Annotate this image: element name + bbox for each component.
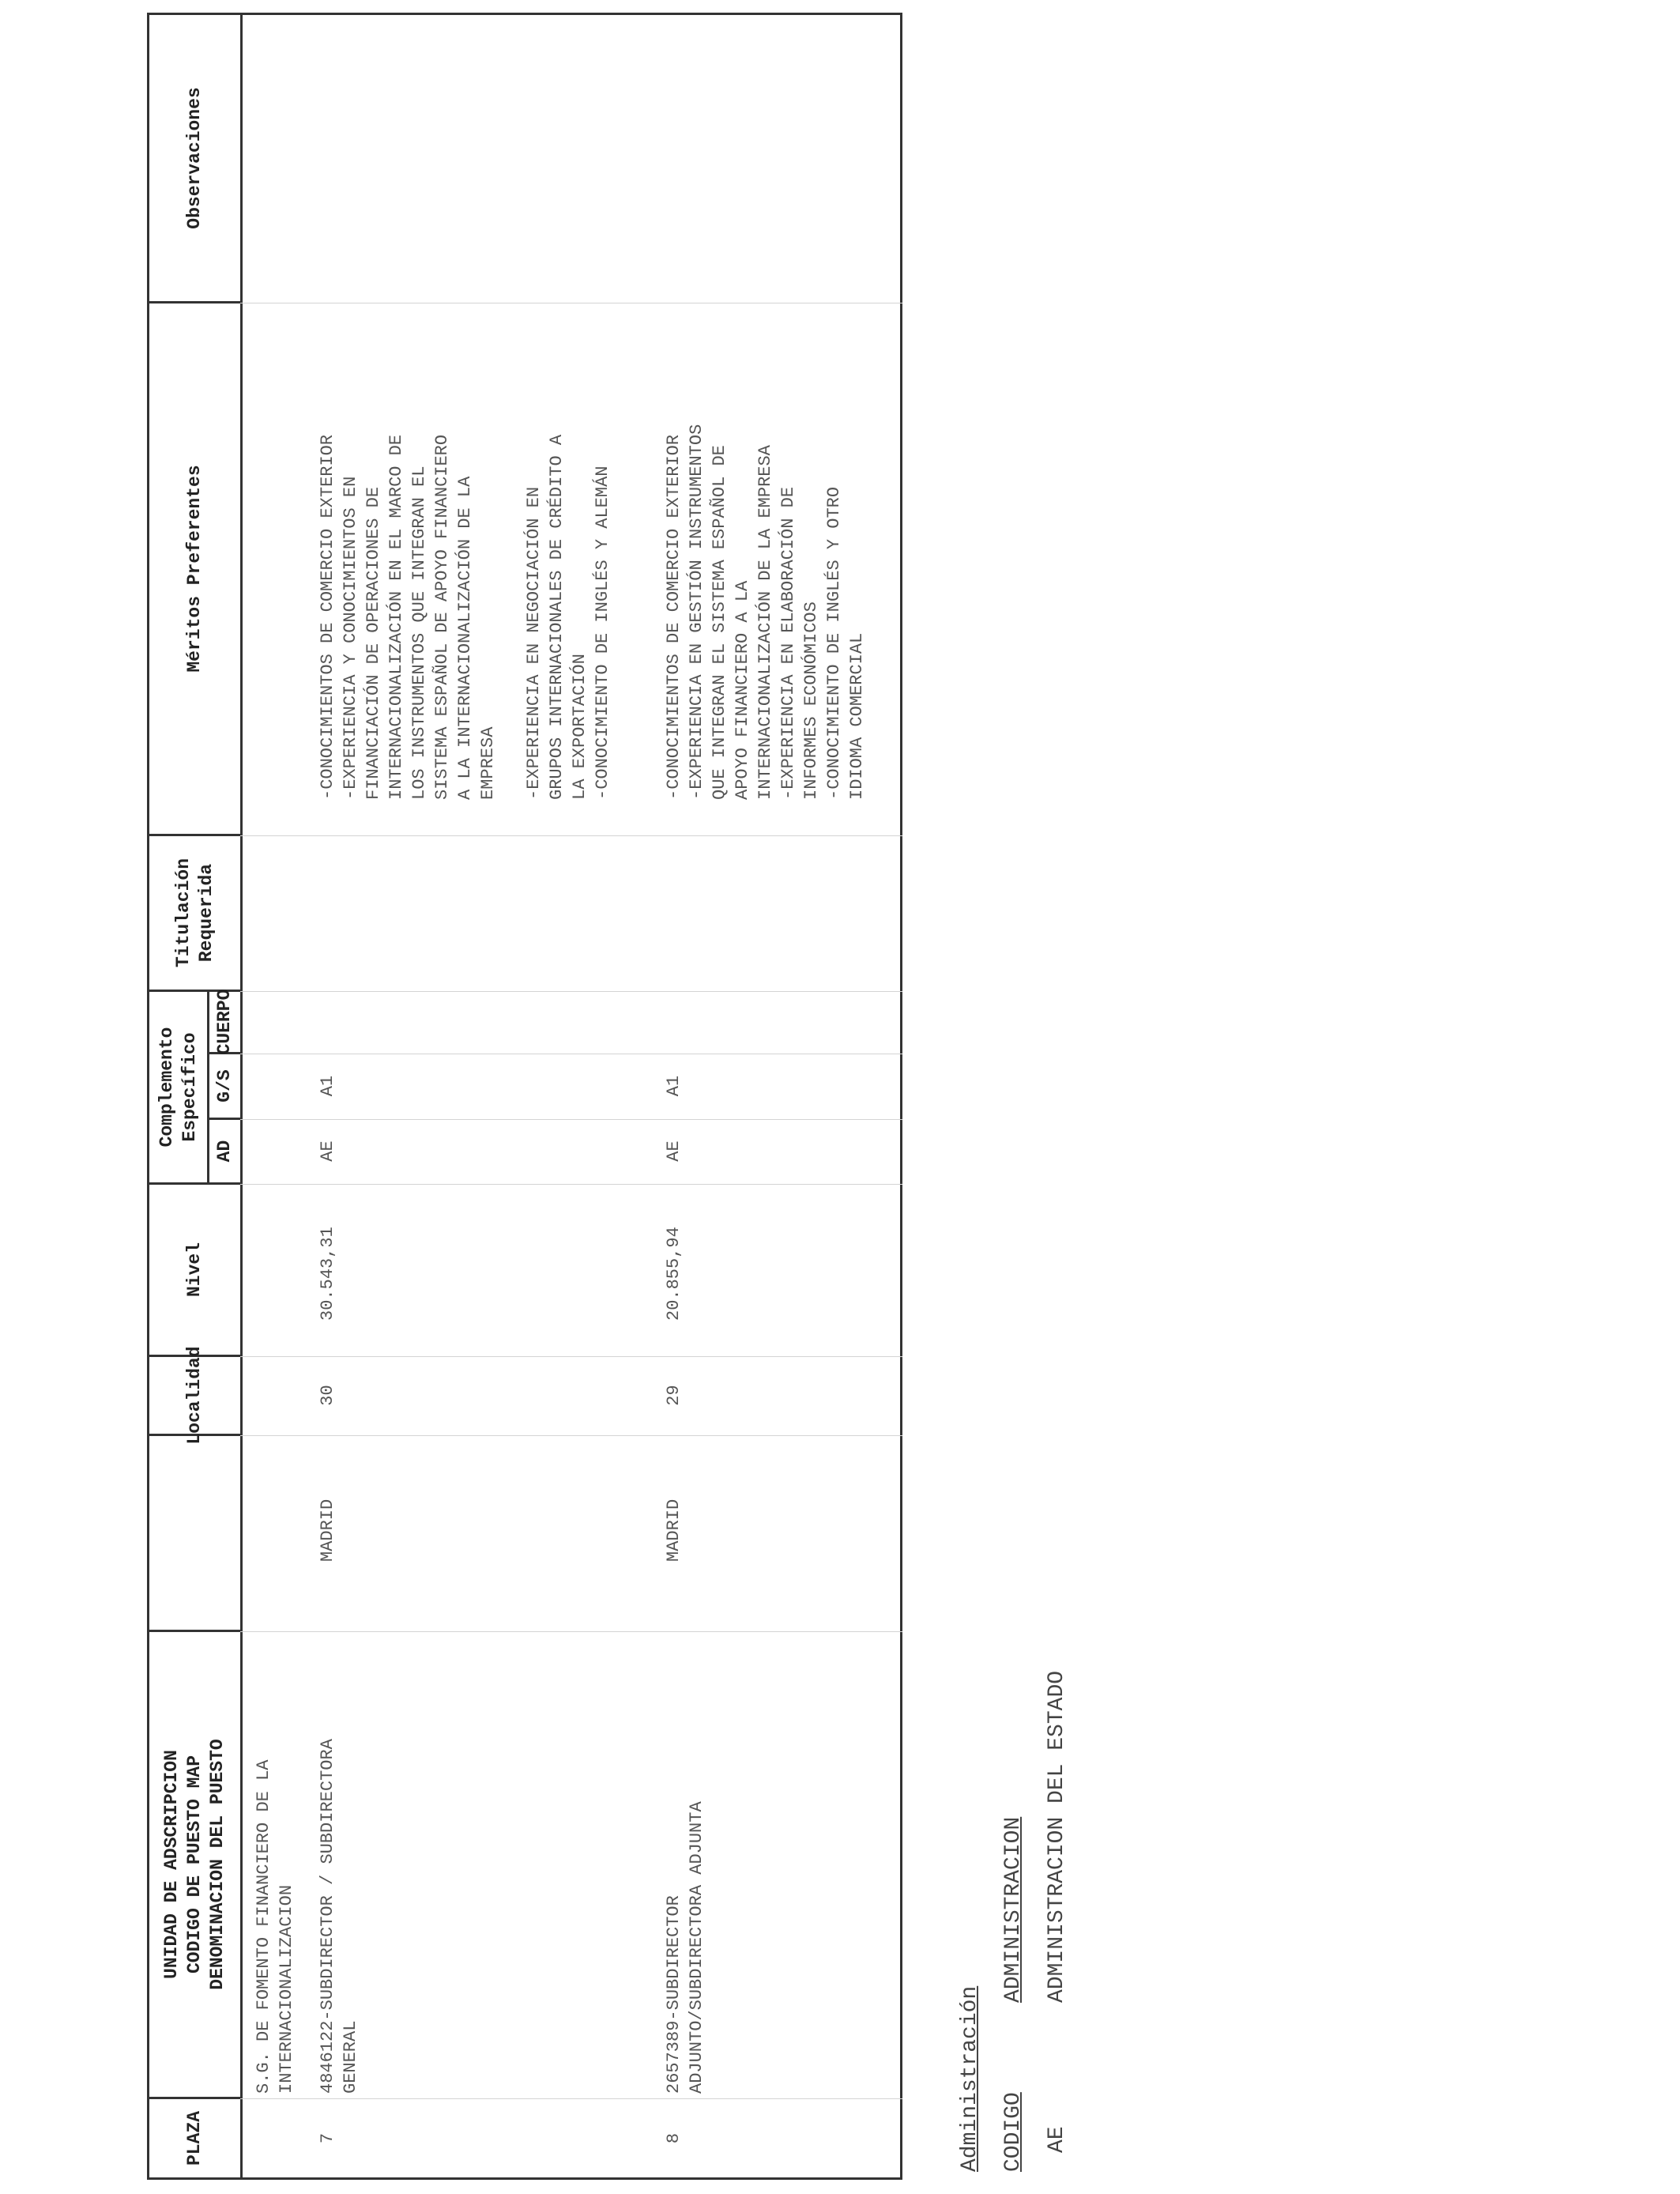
row-7-meritos: -CONOCIMIENTOS DE COMERCIO EXTERIOR -EXPERIENCIA Y CONOCIMIENTOS EN FINANCIACIÓN DE OPERACIONES DE INTERNACIONALIZACIÓN EN EL MARCO DE LOS INSTRUMENTOS QUE INTEGRAN EL SISTEMA ESPAÑOL DE APOYO FINANCIERO A LA INTERNACIONALIZACIÓN DE LA EMPRESA -EXPERIENCIA EN NEGOCIACIÓN EN GRUPOS INTERNACIONALES DE CRÉDITO A LA EXPORTACIÓN -CONOCIMIENTO DE INGLÉS Y ALEMÁN xyxy=(318,434,612,800)
row-8-plaza: 8 xyxy=(664,2132,684,2144)
unit-name: S.G. DE FOMENTO FINANCIERO DE LA INTERNACIONALIZACION xyxy=(254,1759,296,2094)
row-8-gs: A1 xyxy=(664,1075,684,1097)
row-8-ad: AE xyxy=(664,1140,684,1162)
row-7-gs: A1 xyxy=(318,1075,337,1097)
row-8-meritos: -CONOCIMIENTOS DE COMERCIO EXTERIOR -EXPERIENCIA EN GESTIÓN INSTRUMENTOS QUE INTEGRAN EL SISTEMA ESPAÑOL DE APOYO FINANCIERO A LA INTERNACIONALIZACIÓN DE LA EMPRESA -EXPERIENCIA EN ELABORACIÓN DE INFORMES ECONÓMICOS -CONOCIMIENTO DE INGLÉS Y OTRO IDIOMA COMERCIAL xyxy=(664,424,867,800)
legend-col-name: ADMINISTRACION xyxy=(1001,1816,1026,2003)
header-nivel: Nivel xyxy=(184,1242,205,1298)
row-7-nivel: 30 xyxy=(318,1385,337,1406)
header-localidad: Localidad xyxy=(184,1346,205,1445)
row-8-localidad: MADRID xyxy=(664,1498,684,1562)
row-7-plaza: 7 xyxy=(318,2132,337,2144)
legend-title: Administración xyxy=(958,1985,982,2172)
legend-row-code: AE xyxy=(1045,2126,1069,2153)
row-8-puesto: 2657389-SUBDIRECTOR ADJUNTO/SUBDIRECTORA ADJUNTA xyxy=(664,1801,706,2094)
header-meritos: Méritos Preferentes xyxy=(184,465,205,673)
header-complemento: Complemento Específico xyxy=(156,1027,200,1148)
legend-row-name: ADMINISTRACION DEL ESTADO xyxy=(1045,1670,1069,2003)
header-separator xyxy=(240,13,243,2180)
header-cuerpo: CUERPO xyxy=(214,989,235,1055)
row-8-nivel: 29 xyxy=(664,1385,684,1406)
header-titulacion: Titulación Requerida xyxy=(172,858,217,968)
row-7-localidad: MADRID xyxy=(318,1498,337,1562)
row-7-puesto: 4846122-SUBDIRECTOR / SUBDIRECTORA GENERAL xyxy=(318,1739,360,2094)
row-8-complemento: 20.855,94 xyxy=(664,1227,684,1321)
header-observaciones: Observaciones xyxy=(184,87,205,229)
header-gs: G/S xyxy=(214,1069,235,1103)
header-unidad: UNIDAD DE ADSCRIPCION CODIGO DE PUESTO MAP DENOMINACION DEL PUESTO xyxy=(161,1739,228,1990)
legend-col-code: CODIGO xyxy=(1001,2092,1026,2172)
header-plaza: PLAZA xyxy=(184,2111,205,2166)
header-ad: AD xyxy=(214,1140,235,1163)
row-7-complemento: 30.543,31 xyxy=(318,1227,337,1321)
row-7-ad: AE xyxy=(318,1140,337,1162)
